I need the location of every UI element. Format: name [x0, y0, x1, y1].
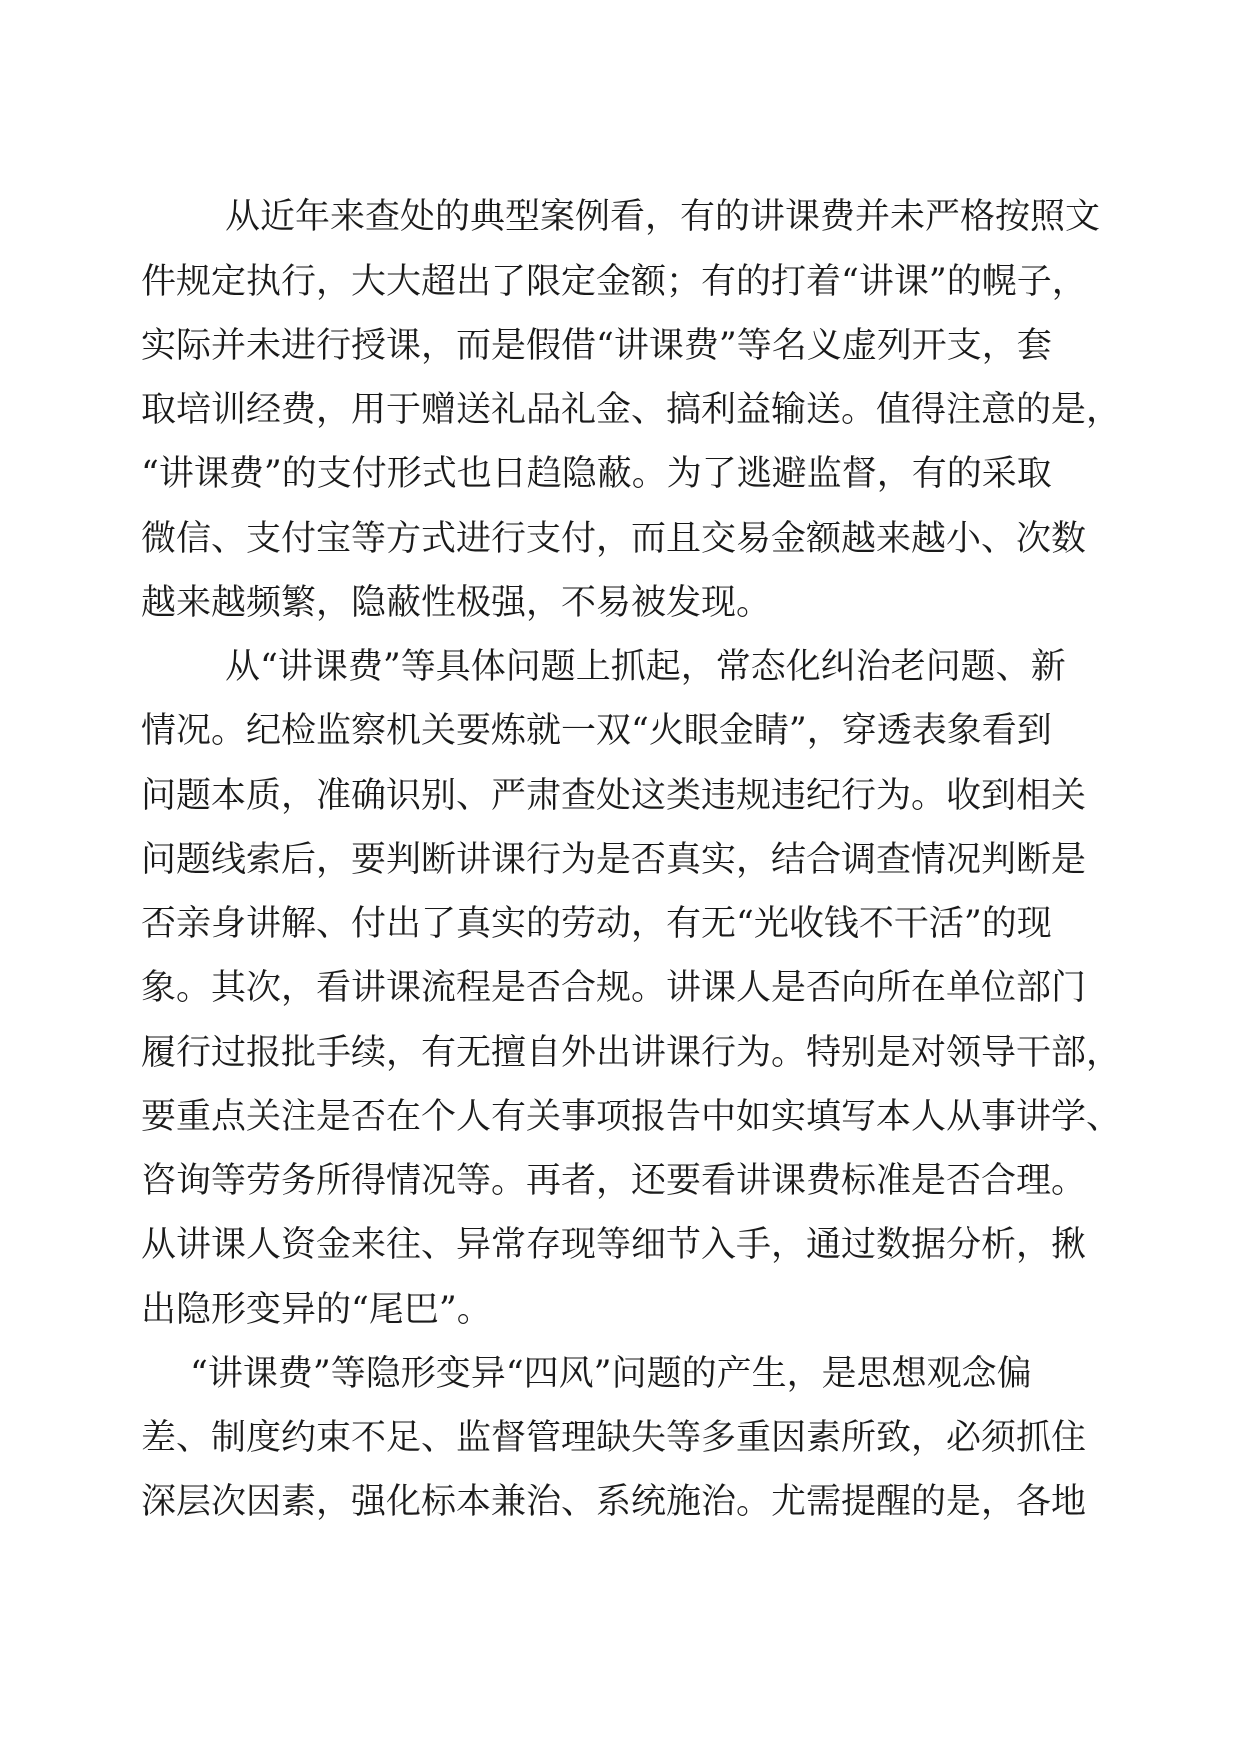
text-line-13: 象。其次，看讲课流程是否合规。讲课人是否向所在单位部门 [141, 968, 1087, 1008]
text-line-5: “讲课费”的支付形式也日趋隐蔽。为了逃避监督，有的采取 [141, 454, 1052, 494]
text-line-7: 越来越频繁，隐蔽性极强，不易被发现。 [141, 583, 772, 623]
text-line-9: 情况。纪检监察机关要炼就一双“火眼金睛”，穿透表象看到 [141, 711, 1052, 751]
text-line-1: 从近年来查处的典型案例看，有的讲课费并未严格按照文 [225, 197, 1101, 237]
text-line-21: 深层次因素，强化标本兼治、系统施治。尤需提醒的是，各地 [141, 1482, 1087, 1522]
text-line-17: 从讲课人资金来往、异常存现等细节入手，通过数据分析，揪 [141, 1225, 1087, 1265]
text-line-19: “讲课费”等隐形变异“四风”问题的产生，是思想观念偏 [190, 1354, 1032, 1394]
text-line-14: 履行过报批手续，有无擅自外出讲课行为。特别是对领导干部， [141, 1033, 1122, 1073]
text-line-2: 件规定执行，大大超出了限定金额；有的打着“讲课”的幌子， [141, 262, 1087, 302]
text-line-12: 否亲身讲解、付出了真实的劳动，有无“光收钱不干活”的现 [141, 904, 1052, 944]
text-line-16: 咨询等劳务所得情况等。再者，还要看讲课费标准是否合理。 [141, 1161, 1087, 1201]
text-line-18: 出隐形变异的“尾巴”。 [141, 1290, 492, 1330]
text-line-3: 实际并未进行授课，而是假借“讲课费”等名义虚列开支，套 [141, 326, 1052, 366]
text-line-10: 问题本质，准确识别、严肃查处这类违规违纪行为。收到相关 [141, 776, 1087, 816]
text-line-4: 取培训经费，用于赠送礼品礼金、搞利益输送。值得注意的是， [141, 390, 1122, 430]
text-line-15: 要重点关注是否在个人有关事项报告中如实填写本人从事讲学、 [141, 1097, 1122, 1137]
text-line-8: 从“讲课费”等具体问题上抓起，常态化纠治老问题、新 [225, 647, 1066, 687]
text-line-6: 微信、支付宝等方式进行支付，而且交易金额越来越小、次数 [141, 519, 1087, 559]
text-line-11: 问题线索后，要判断讲课行为是否真实，结合调查情况判断是 [141, 840, 1087, 880]
text-line-20: 差、制度约束不足、监督管理缺失等多重因素所致，必须抓住 [141, 1418, 1087, 1458]
